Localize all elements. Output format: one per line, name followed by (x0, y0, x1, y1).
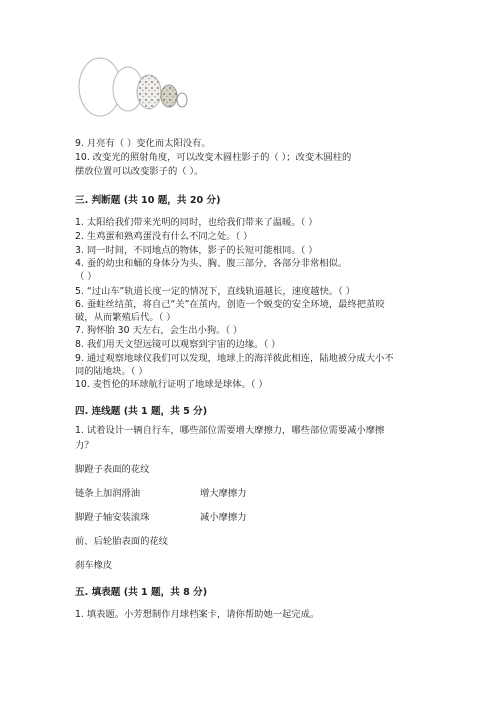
matching-left-item: 脚蹬子轴安装滚珠 (75, 512, 150, 523)
matching-left-item: 脚蹬子表面的花纹 (75, 464, 150, 475)
matching-left-item: 刹车橡皮 (75, 560, 113, 571)
section-3-heading: 三. 判断题 (共 10 题，共 20 分) (75, 195, 221, 206)
section-4-heading: 四. 连线题 (共 1 题，共 5 分) (75, 406, 208, 417)
eggs-size-illustration (78, 56, 198, 118)
matching-left-item: 链条上加润滑油 (75, 488, 141, 499)
question-9: 9. 月亮有（ ）变化而太阳没有。 (75, 138, 211, 149)
judge-line: （ ） (75, 271, 97, 282)
judge-line: 2. 生鸡蛋和熟鸡蛋没有什么不同之处。（ ） (75, 231, 253, 242)
matching-question-line-1: 1. 试着设计一辆自行车，哪些部位需要增大摩擦力，哪些部位需要减小摩擦 (75, 425, 385, 436)
judge-line: 10. 麦哲伦的环球航行证明了地球是球体。（ ） (75, 379, 268, 390)
question-10-line-2: 摆放位置可以改变影子的（ ）。 (75, 166, 204, 177)
pigeon-egg-spots (161, 85, 177, 107)
section-5-heading: 五. 填表题 (共 1 题，共 8 分) (75, 587, 208, 598)
question-10-line-1: 10. 改变光的照射角度，可以改变木圆柱影子的（ ）；改变木圆柱的 (75, 152, 352, 163)
quail-egg (137, 75, 161, 109)
judge-line: 3. 同一时间，不同地点的物体，影子的长短可能相同。（ ） (75, 245, 318, 256)
judge-line: 7. 狗怀胎 30 天左右，会生出小狗。（ ） (75, 325, 243, 336)
table-question: 1. 填表题。小芳想制作月球档案卡，请你帮助她一起完成。 (75, 609, 320, 620)
judge-line: 9. 通过观察地球仪我们可以发现，地球上的海洋彼此相连，陆地被分成大小不 (75, 353, 394, 364)
matching-left-item: 前、后轮胎表面的花纹 (75, 536, 168, 547)
judge-line: 8. 我们用天文望远镜可以观察到宇宙的边缘。（ ） (75, 339, 281, 350)
matching-question-line-2: 力？ (75, 440, 94, 451)
judge-line: 4. 蚕的幼虫和蛹的身体分为头、胸、腹三部分，各部分非常相似。 (75, 258, 348, 269)
judge-line: 5. “过山车”轨道长度一定的情况下，直线轨道越长，速度越快。（ ） (75, 286, 356, 297)
matching-right-item: 增大摩擦力 (200, 488, 247, 499)
judge-line: 同的陆地块。（ ） (75, 366, 148, 377)
small-egg (177, 93, 187, 107)
judge-line: 6. 蚕蛀丝结茧，将自己“关”在茧内，创造一个蜕变的安全环境，最终把茧咬 (75, 299, 385, 310)
judge-line: 破，从而繁殖后代。（ ） (75, 312, 176, 323)
matching-right-item: 减小摩擦力 (200, 512, 247, 523)
judge-line: 1. 太阳给我们带来光明的同时，也给我们带来了温暖。（ ） (75, 217, 318, 228)
